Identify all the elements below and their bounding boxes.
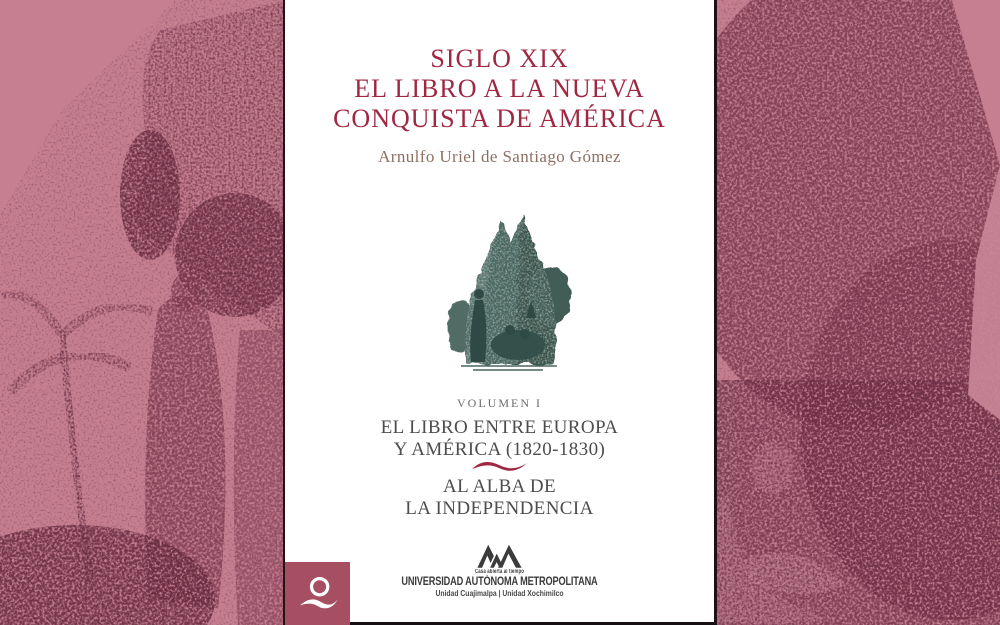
university-name: UNIVERSIDAD AUTÓNOMA METROPOLITANA [401, 576, 598, 588]
background-right-foliage [670, 0, 1000, 625]
university-units: Unidad Cuajimalpa | Unidad Xochimilco [435, 589, 564, 598]
subtitle-line-1: AL ALBA DE [442, 476, 557, 497]
title-line-1: SIGLO XIX [430, 44, 569, 73]
background-left-foliage [0, 0, 295, 625]
cover-illustration [433, 204, 583, 372]
book-cover-panel [283, 0, 717, 625]
series-line-2: Y AMÉRICA (1820-1830) [393, 439, 606, 460]
university-motto: Casa abierta al tiempo [474, 569, 525, 575]
background-seated-statue [752, 442, 794, 494]
author-name: Arnulfo Uriel de Santiago Gómez [378, 147, 621, 166]
uam-logo-icon [476, 543, 523, 568]
series-line-1: EL LIBRO ENTRE EUROPA [380, 417, 619, 438]
illustration-ground [461, 366, 557, 370]
volume-label: VOLUMEN I [457, 396, 542, 410]
cover-illustration-wrap [285, 204, 714, 377]
subtitle-line-2: LA INDEPENDENCIA [405, 498, 594, 519]
publisher-logo-box [285, 562, 350, 625]
volume-subtitle [285, 476, 714, 520]
title-line-2: EL LIBRO A LA NUEVA [354, 74, 645, 103]
book-title [285, 44, 714, 134]
publisher-logo-icon [292, 570, 344, 618]
series-title [285, 417, 714, 461]
title-line-3: CONQUISTA DE AMÉRICA [333, 104, 666, 133]
tilde-separator-icon [471, 459, 529, 473]
